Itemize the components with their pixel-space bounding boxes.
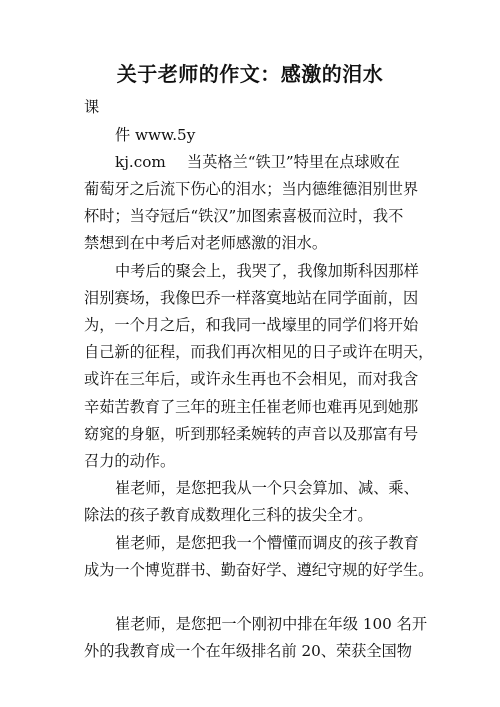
header-fragment-jian: 件 www.5y	[115, 126, 196, 144]
paragraph-1-line-4: 禁想到在中考后对老师感激的泪水。	[84, 234, 327, 252]
paragraph-1-line-1-text: 当英格兰“铁卫”特里在点球败在	[187, 153, 400, 171]
document-title: 关于老师的作文：感激的泪水	[116, 62, 384, 86]
header-fragment-ke: 课	[84, 98, 100, 116]
paragraph-2-line-8: 召力的动作。	[84, 452, 176, 470]
paragraph-3-line-1: 崔老师，是您把我从一个只会算加、减、乘、	[115, 479, 419, 497]
paragraph-2-line-4: 自己新的征程，而我们再次相见的日子或许在明天，	[84, 343, 434, 361]
paragraph-4-line-2: 成为一个博览群书、勤奋好学、遵纪守规的好学生。	[84, 561, 434, 579]
paragraph-5-line-2: 外的我教育成一个在年级排名前 20、荣获全国物	[84, 642, 412, 660]
paragraph-1-line-1	[115, 152, 400, 172]
paragraph-1-line-3: 杯时；当夺冠后“铁汉”加图索喜极而泣时，我不	[84, 207, 404, 225]
paragraph-2-line-7: 窈窕的身躯，听到那轻柔婉转的声音以及那富有号	[84, 425, 419, 443]
paragraph-2-line-5: 或许在三年后，或许永生再也不会相见，而对我含	[84, 370, 419, 388]
paragraph-2-line-3: 为，一个月之后，和我同一战壕里的同学们将开始	[84, 316, 419, 334]
paragraph-2-line-2: 泪别赛场，我像巴乔一样落寞地站在同学面前，因	[84, 289, 419, 307]
paragraph-4-line-1: 崔老师，是您把我一个懵懂而调皮的孩子教育	[115, 534, 419, 552]
paragraph-2-line-1: 中考后的聚会上，我哭了，我像加斯科因那样	[115, 262, 419, 280]
paragraph-5-line-1: 崔老师，是您把一个刚初中排在年级 100 名开	[115, 615, 428, 633]
paragraph-3-line-2: 除法的孩子教育成数理化三科的拔尖全才。	[84, 506, 373, 524]
paragraph-1-line-2: 葡萄牙之后流下伤心的泪水；当内德维德泪别世界	[84, 180, 419, 198]
paragraph-2-line-6: 辛茹苦教育了三年的班主任崔老师也难再见到她那	[84, 398, 419, 416]
header-fragment-kj: kj.com	[115, 153, 166, 171]
